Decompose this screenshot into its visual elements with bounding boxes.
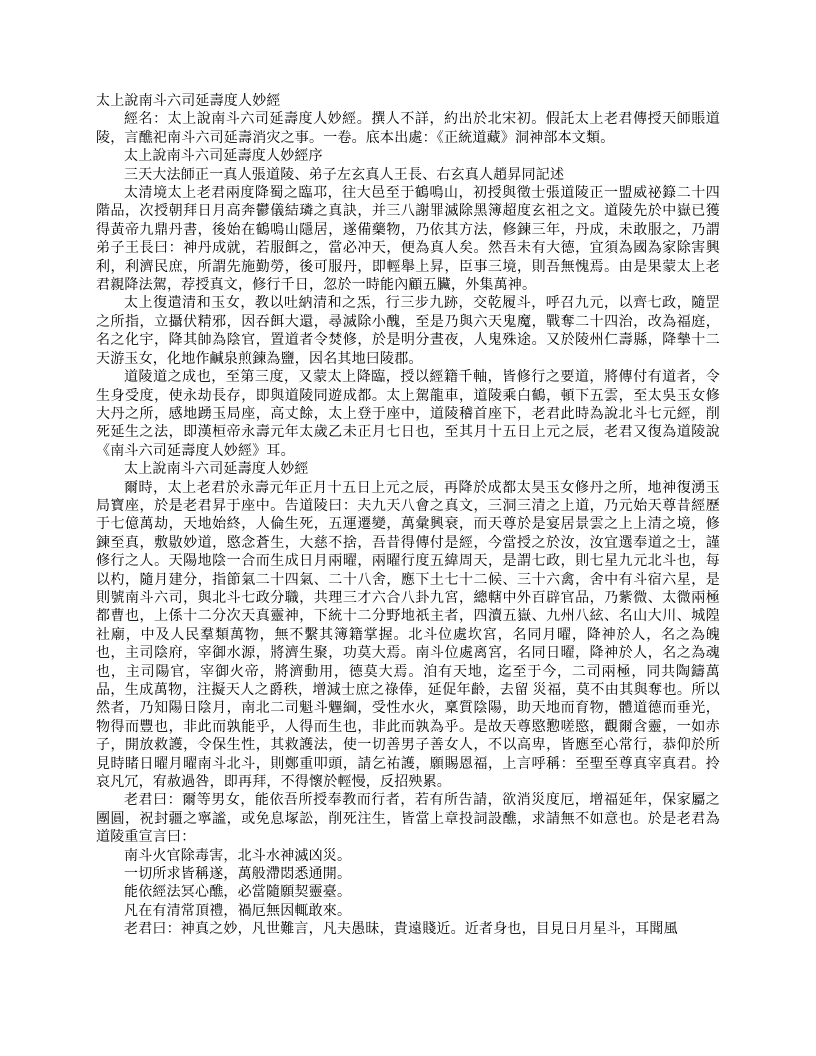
paragraph: 太上說南斗六司延壽度人妙經序 — [124, 149, 323, 165]
paragraph: 太上復遣清和玉女，教以吐納清和之炁，行三步九跡，交乾履斗，呼召九元，以齊七政，隨罡之所指，立攝伏精邪，因吞餌大還，尋滅除小醜，至是乃與六天鬼魔，戰奪二十四治，改為福庭，名之化宇，降其帥為陰官，置道者令焚修，於是明分晝夜，人鬼殊途。又於陵州仁壽縣，降摰十二天游玉女，化地作鹹泉煎鍊為鹽，因名其地曰陵郡。 — [96, 296, 720, 367]
paragraph: 經名：太上說南斗六司延壽度人妙經。撰人不詳，約出於北宋初。假託太上老君傳授天師賬道陵，言醮祀南斗六司延壽消灾之事。一卷。底本出處：《正統道藏》洞神部本文類。 — [96, 112, 720, 146]
paragraph: 太上說南斗六司延壽度人妙經 — [96, 94, 281, 109]
paragraph: 太清境太上老君兩度降蜀之臨邛，往大邑至于鶴鳴山，初授與徵士張道陵正一盟威祕籙二十四階品，次授朝拜日月高奔鬱儀結璘之真訣，并三八謝罪滅除黑簿超度玄祖之文。道陵先於中嶽已獲得黃帝九鼎丹書，後始在鶴鳴山隱居，遂備藥物，乃依其方法，修鍊三年，丹成，未敢服之，乃謂弟子王長曰：神丹成就，若服餌之，當必冲天，便為真人矣。然吾未有大德，宜須為國為家除害興利，利濟民庶，所謂先施勤勞，後可服丹，即輕舉上昇，臣事三境，則吾無愧焉。由是果蒙太上老君親降法駕，荐授真文，修行千日，忽於一時能內顧五臟，外集萬神。 — [96, 186, 720, 294]
paragraph: 太上說南斗六司延壽度人妙經 — [124, 462, 309, 478]
paragraph: 老君曰：神真之妙，凡世難言，凡夫愚昧，貴遠賤近。近者身也，目見日月星斗，耳聞風 — [124, 922, 678, 938]
paragraph: 三天大法師正一真人張道陵、弟子左玄真人王長、右玄真人趙昇同記述 — [124, 167, 565, 183]
paragraph: 道陵道之成也，至第三度，又蒙太上降臨，授以經籍千軸，皆修行之要道，將傳付有道者，令生身受度，使永劫長存，即與道陵同遊成都。太上駕龍車，道陵乘白鶴，頓下五雲，至太吳玉女修大丹之所，感地踴玉局座，高丈餘，太上登于座中，道陵稽首座下，老君此時為說北斗七元經，削死延生之法，即漢桓帝永壽元年太歲乙未正月七日也，至其月十五日上元之辰，老君又復為道陵說《南斗六司延壽度人妙經》耳。 — [96, 370, 720, 459]
paragraph: 一切所求皆稱遂，萬般滯悶悉通開。 — [124, 867, 352, 883]
paragraph: 爾時，太上老君於永壽元年正月十五日上元之辰，再降於成都太昊玉女修丹之所，地神復湧玉局寶座，於是老君昇于座中。告道陵曰：夫九天八會之真文，三洞三清之上道，乃元始天尊昔經歷于七億萬劫，天地始終，人倫生死，五運遷變，萬彙興衰，而天尊於是宴居景雲之上上清之境，修鍊至真，敷敭妙道，愍念蒼生，大慈不捨，吾昔得傳付是經，今當授之於汝，汝宜選奉道之士，謹修行之人。天陽地陰一合而生成日月兩曜，兩曜行度五緯周天，是謂七政，則七星九元北斗也，每以杓，隨月建分，指節氣二十四氣、二十八舍，應下土七十二候、三十六禽，舍中有斗宿六星，是則號南斗六司，與北斗七政分職，共理三才六合八卦九宮，總轄中外百辟官品，乃紫微、太微兩極都曹也，上係十二分次天真靈神，下統十二分野地祇主者，四瀆五嶽、九州八絃、名山大川、城隍社廟，中及人民羣類萬物，無不繫其簿籍掌握。北斗位處坎宮，名同月曜，降神於人，名之為魄也，主司陰府，宰御水源，將濟生聚，功莫大焉。南斗位處离宮，名同日曜，降神於人，名之為魂也，主司陽官，宰御火帝，將濟動用，德莫大焉。洎有天地，迄至于今，二司兩極，同共陶鑄萬品，生成萬物，注擬天人之爵秩，增減士庶之祿俸，延促年齡，去留 災福，莫不由其與奪也。所以然者，乃知陽日陰月，南北二司魁斗魓綱，受性水火，稟質陰陽，助天地而育物，體道德而垂光，物得而豐也，非此而孰能乎，人得而生也，非此而孰為乎。是故天尊愍懃嗟愍，觀爾含靈，一如赤子，開放救護，令保生性，其救護法，使一切善男子善女人，不以高卑，皆應至心常行，恭仰於所見時睹日曜月曜南斗北斗，則鄭重叩頭，請乞祐護，願賜恩福，上言呼稱：至聖至尊真宰真君。拎哀凡冗，宥赦過咎，即再拜，不得懷於輕慢，反招殃累。 — [96, 480, 720, 791]
paragraph: 能依經法冥心醮，必當隨願契靈臺。 — [124, 885, 352, 901]
paragraph: 老君曰：爾等男女，能依吾所授奉教而行者，若有所告請，欲消災度厄，增福延年，保家屬之團圓，祝封疆之寧謐，或免息塚訟，削死注生，皆當上章投詞設醮，求請無不如意也。於是老君為道陵重宣言曰： — [96, 793, 720, 846]
paragraph: 凡在有清常頂禮，禍厄無因輒敢來。 — [124, 903, 352, 919]
document-body — [96, 93, 720, 940]
paragraph: 南斗火官除毒害，北斗水神滅凶災。 — [124, 848, 352, 864]
